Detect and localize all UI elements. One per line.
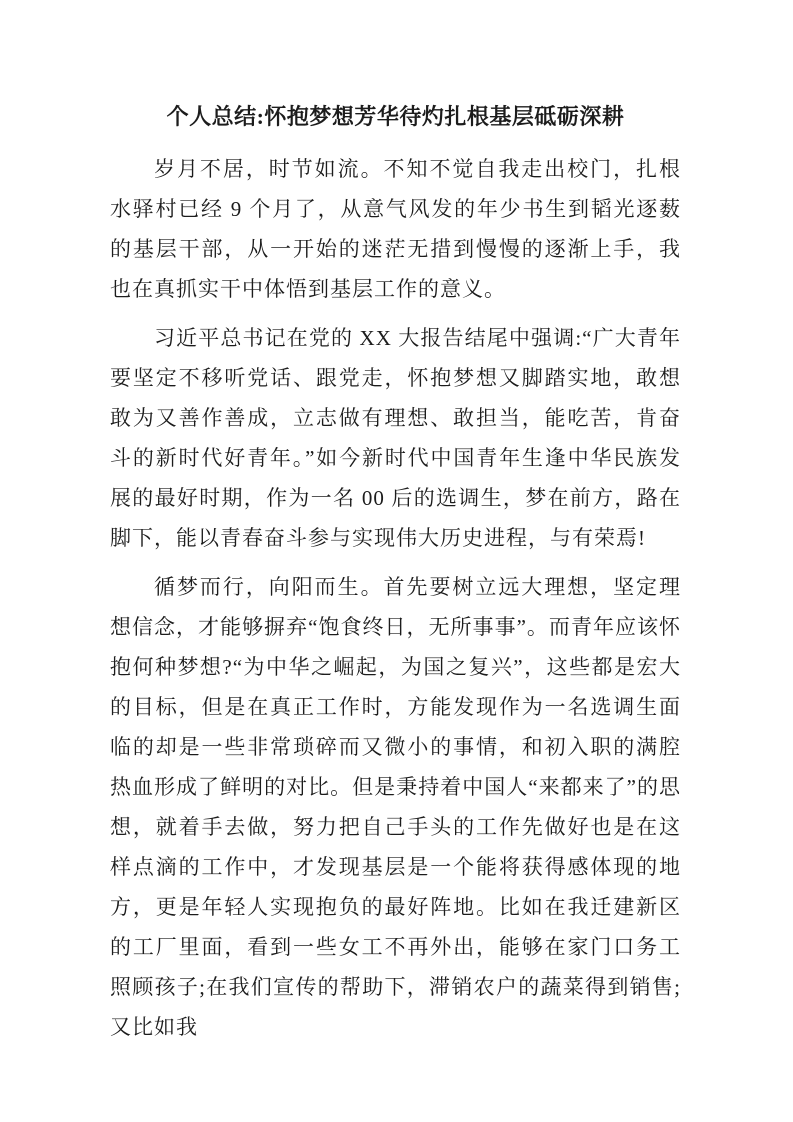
paragraph-1: 岁月不居，时节如流。不知不觉自我走出校门，扎根水驿村已经 9 个月了，从意气风发的年少书生到韬光逐薮的基层干部，从一开始的迷茫无措到慢慢的逐渐上手，我也在真抓实干中体悟到基层工作的意义。 [110, 157, 681, 301]
document-title: 个人总结:怀抱梦想芳华待灼扎根基层砥砺深耕 [166, 104, 625, 129]
paragraph-3: 循梦而行，向阳而生。首先要树立远大理想，坚定理想信念，才能够摒弃“饱食终日，无所事事”。而青年应该怀抱何种梦想?“为中华之崛起，为国之复兴”，这些都是宏大的目标，但是在真正工作时，方能发现作为一名选调生面临的却是一些非常琐碎而又微小的事情，和初入职的满腔热血形成了鲜明的对比。但是秉持着中国人“来都来了”的思想，就着手去做，努力把自己手头的工作先做好也是在这样点滴的工作中，才发现基层是一个能将获得感体现的地方，更是年轻人实现抱负的最好阵地。比如在我迁建新区的工厂里面，看到一些女工不再外出，能够在家门口务工照顾孩子;在我们宣传的帮助下，滞销农户的蔬菜得到销售;又比如我 [110, 575, 681, 1039]
paragraph-2: 习近平总书记在党的 XX 大报告结尾中强调:“广大青年要坚定不移听党话、跟党走，怀抱梦想又脚踏实地，敢想敢为又善作善成，立志做有理想、敢担当，能吃苦，肯奋斗的新时代好青年。”如今新时代中国青年生逢中华民族发展的最好时期，作为一名 00 后的选调生，梦在前方，路在脚下，能以青春奋斗参与实现伟大历史进程，与有荣焉! [110, 326, 681, 550]
